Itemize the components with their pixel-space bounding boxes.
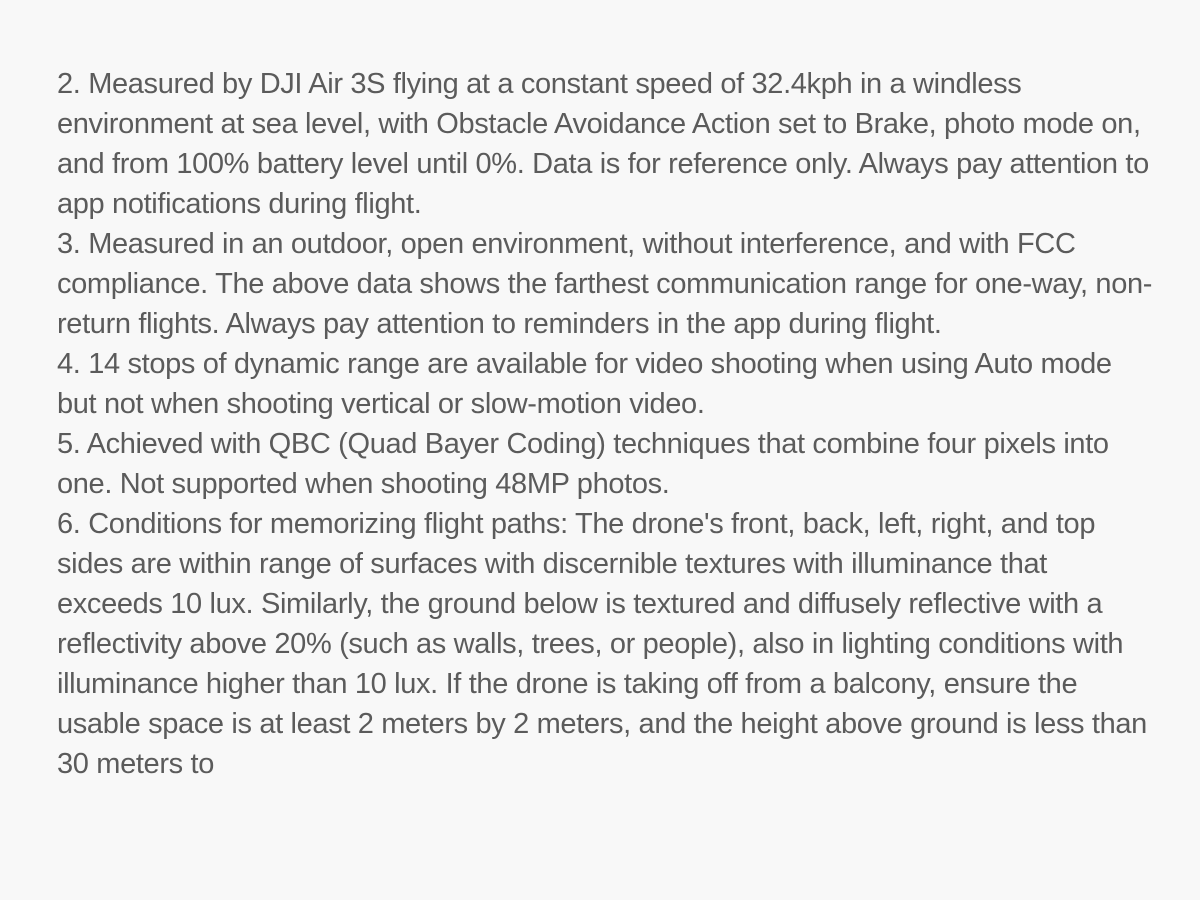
- footnote-4: 4. 14 stops of dynamic range are available for video shooting when using Auto mode but not when shooting vertical or slow-motion video.: [57, 348, 1112, 420]
- footnote-5: 5. Achieved with QBC (Quad Bayer Coding) techniques that combine four pixels into one. Not supported when shooting 48MP photos.: [57, 428, 1109, 500]
- footnotes-text-block: [57, 64, 1157, 784]
- footnote-3: 3. Measured in an outdoor, open environment, without interference, and with FCC compliance. The above data shows the farthest communication range for one-way, non-return flights. Always pay attention to reminders in the app during flight.: [57, 228, 1153, 340]
- footnote-2: 2. Measured by DJI Air 3S flying at a constant speed of 32.4kph in a windless environment at sea level, with Obstacle Avoidance Action set to Brake, photo mode on, and from 100% battery level until 0%. Data is for reference only. Always pay attention to app notifications during flight.: [57, 68, 1149, 220]
- footnote-6: 6. Conditions for memorizing flight paths: The drone's front, back, left, right, and top sides are within range of surfaces with discernible textures with illuminance that exceeds 10 lux. Similarly, the ground below is textured and diffusely reflective with a reflectivity above 20% (such as walls, trees, or people), also in lighting conditions with illuminance higher than 10 lux. If the drone is taking off from a balcony, ensure the usable space is at least 2 meters by 2 meters, and the height above ground is less than 30 meters to: [57, 508, 1147, 780]
